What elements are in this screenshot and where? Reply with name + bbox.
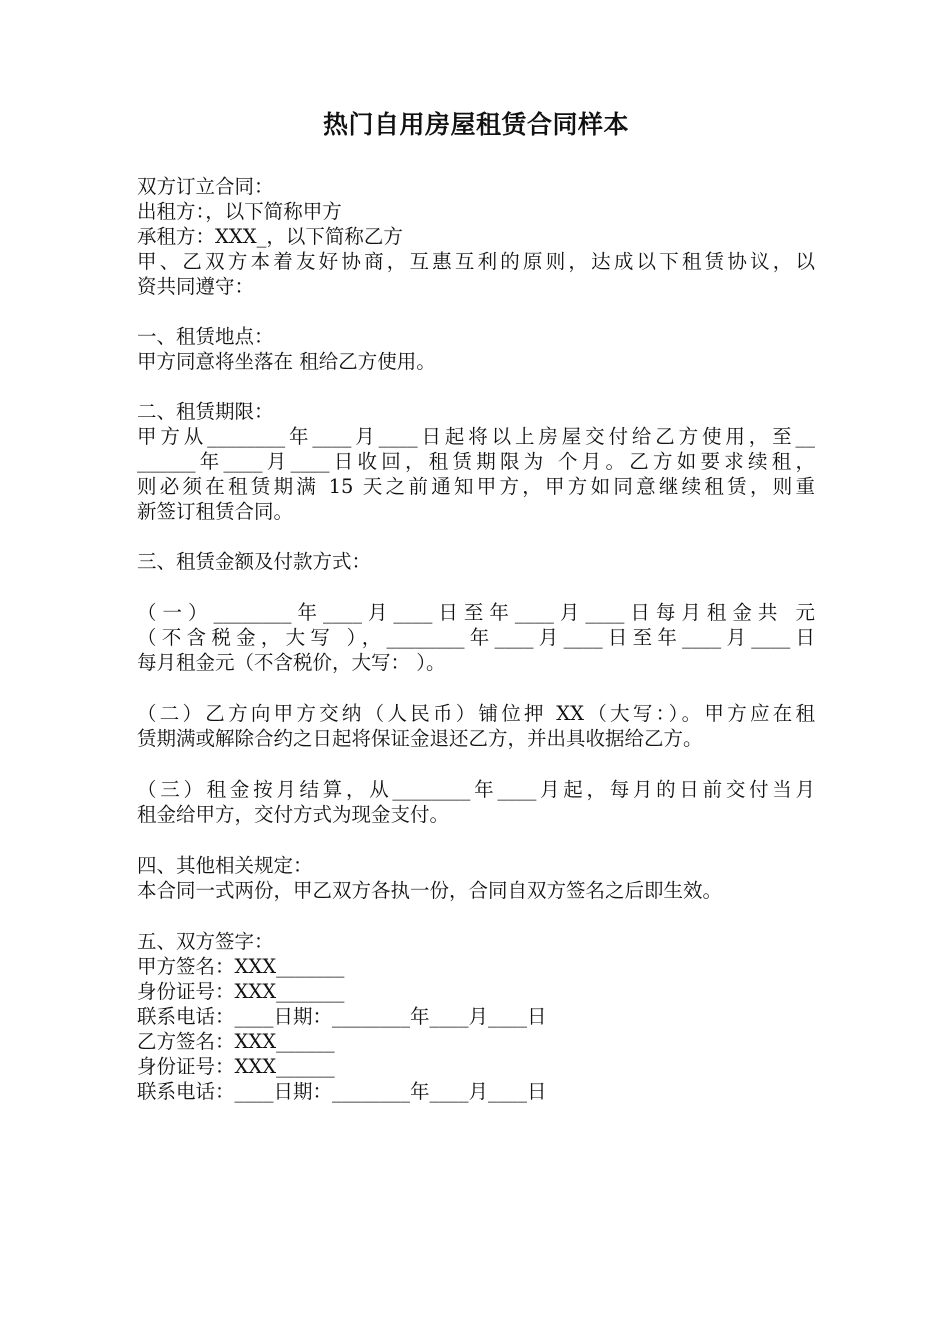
blank-line bbox=[137, 675, 815, 701]
blank-line bbox=[137, 903, 815, 929]
section-heading: 二、租赁期限： bbox=[137, 400, 274, 423]
signature-line: 甲方签名：XXX_______ bbox=[137, 955, 345, 978]
text-line: 新签订租赁合同。 bbox=[137, 500, 294, 523]
document-title: 热门自用房屋租赁合同样本 bbox=[322, 110, 629, 139]
section-heading: 三、租赁金额及付款方式： bbox=[137, 550, 372, 573]
document-body bbox=[137, 174, 815, 1104]
blank-line bbox=[137, 374, 815, 399]
section-heading: 一、租赁地点： bbox=[137, 325, 274, 348]
blank-line bbox=[137, 524, 815, 549]
document-page bbox=[137, 0, 815, 1344]
text-line: （一）________年____月____日至年____月____日每月租金共 元 bbox=[137, 601, 815, 624]
text-line: 每月租金元（不含税价，大写： ）。 bbox=[137, 651, 446, 674]
text-line: 则必须在租赁期满 15 天之前通知甲方，甲方如同意继续租赁，则重 bbox=[137, 475, 815, 498]
contact-date-line: 联系电话：____日期：________年____月____日 bbox=[137, 1080, 547, 1103]
id-number-line: 身份证号：XXX_______ bbox=[137, 980, 345, 1003]
blank-line bbox=[137, 827, 815, 853]
section-heading: 五、双方签字： bbox=[137, 930, 274, 953]
blank-line bbox=[137, 574, 815, 600]
text-line: ______年____月____日收回，租赁期限为 个月。乙方如要求续租， bbox=[137, 450, 815, 473]
text-line: 资共同遵守： bbox=[137, 275, 255, 298]
text-line: 甲、乙双方本着友好协商，互惠互利的原则，达成以下租赁协议，以 bbox=[137, 250, 815, 273]
text-line: 双方订立合同： bbox=[137, 175, 274, 198]
text-line: 甲方从________年____月____日起将以上房屋交付给乙方使用，至__ bbox=[137, 425, 815, 448]
text-line: （不含税金，大写 ），________年____月____日至年____月____日 bbox=[137, 626, 815, 649]
text-line: 租金给甲方，交付方式为现金支付。 bbox=[137, 803, 450, 826]
blank-line bbox=[137, 751, 815, 777]
text-line: 甲方同意将坐落在 租给乙方使用。 bbox=[137, 350, 436, 373]
contact-date-line: 联系电话：____日期：________年____月____日 bbox=[137, 1005, 547, 1028]
blank-line bbox=[137, 299, 815, 324]
signature-line: 乙方签名：XXX______ bbox=[137, 1030, 335, 1053]
text-line: 承租方：XXX_，以下简称乙方 bbox=[137, 225, 403, 248]
text-line: （三）租金按月结算，从________年____月起，每月的日前交付当月 bbox=[137, 778, 815, 801]
text-line: 赁期满或解除合约之日起将保证金退还乙方，并出具收据给乙方。 bbox=[137, 727, 703, 750]
id-number-line: 身份证号：XXX______ bbox=[137, 1055, 335, 1078]
text-line: 出租方：，以下简称甲方 bbox=[137, 200, 342, 223]
section-heading: 四、其他相关规定： bbox=[137, 854, 313, 877]
text-line: （二）乙方向甲方交纳（人民币）铺位押 XX（大写：）。甲方应在租 bbox=[137, 702, 815, 725]
text-line: 本合同一式两份，甲乙双方各执一份，合同自双方签名之后即生效。 bbox=[137, 879, 723, 902]
